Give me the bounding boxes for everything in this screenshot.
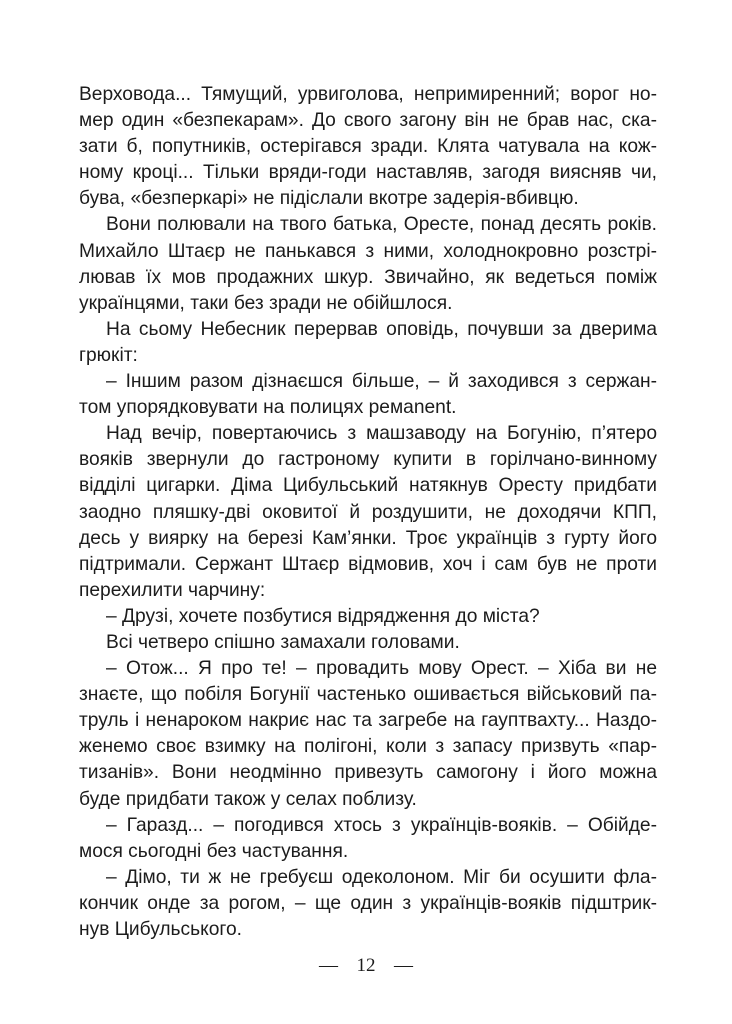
text-line: знаєте, що побіля Богунії частенько ошивається військовий па- (79, 684, 657, 706)
text-line: відділі цигарки. Діма Цибульський натякнув Оресту придбати (79, 475, 657, 497)
text-line: бува, «безперкарі» не підіслали вкотре задерія-вбивцю. (79, 188, 579, 210)
paragraph (79, 604, 657, 630)
paragraph (79, 865, 657, 943)
page-number: 12 (356, 955, 376, 976)
paragraph (79, 82, 657, 212)
text-line: заодно пляшку-дві оковитої й роздушити, не доходячи КПП, (79, 501, 657, 523)
text-line: Над вечір, повертаючись з машзаводу на Богунію, п’ятеро (106, 423, 657, 445)
text-line: підтримали. Сержант Штаєр відмовив, хоч і сам був не проти (79, 553, 657, 575)
text-line: труль і ненароком накриє нас та загребе на гауптвахту... Наздо- (79, 710, 657, 732)
text-line: – Гаразд... – погодився хтось з українців-вояків. – Обійде- (106, 814, 657, 836)
text-line: кончик онде за рогом, – ще один з українців-вояків підштрик- (79, 892, 657, 914)
text-line: – Друзі, хочете позбутися відрядження до міста? (106, 605, 540, 627)
text-line: зати б, попутників, остерігався зради. Клята чатувала на кож- (79, 136, 657, 158)
paragraph (79, 656, 657, 813)
paragraph (79, 369, 657, 421)
text-line: українцями, таки без зради не обійшлося. (79, 292, 453, 314)
text-line: Верховода... Тямущий, урвиголова, непримиренний; ворог но- (79, 84, 657, 105)
text-line: – Отож... Я про те! – провадить мову Орест. – Хіба ви не (106, 658, 657, 680)
paragraph (79, 212, 657, 316)
text-line: десь у виярку на березі Кам’янки. Троє українців з гурту його (79, 527, 657, 549)
paragraph (79, 317, 657, 369)
text-line: грюкіт: (79, 344, 138, 366)
text-line: мося сьогодні без частування. (79, 840, 349, 862)
paragraph (79, 813, 657, 865)
text-line: Всі четверо спішно замахали головами. (106, 631, 460, 653)
paragraph (79, 421, 657, 604)
text-line: женемо своє взимку на полігоні, коли з запасу призвуть «пар- (79, 736, 657, 758)
text-line: том упорядковувати на полицях ремanent. (79, 397, 457, 419)
text-line: перехилити чарчину: (79, 579, 266, 601)
text-line: – Іншим разом дізнаєшся більше, – й заходився з сержан- (106, 371, 657, 393)
paragraph (79, 630, 657, 656)
text-line: вояків звернули до гастроному купити в горілчано-винному (79, 449, 657, 471)
page-body (79, 82, 657, 943)
text-line: ному кроці... Тільки вряди-годи наставляв, загодя виясняв чи, (79, 162, 657, 184)
page-footer (0, 955, 732, 977)
text-line: На сьому Небесник перервав оповідь, почувши за дверима (106, 318, 657, 340)
text-line: тизанів». Вони неодмінно привезуть самогону і його можна (79, 762, 657, 784)
text-line: лював їх мов продажних шкур. Звичайно, як ведеться поміж (79, 266, 657, 288)
text-line: Михайло Штаєр не панькався з ними, холоднокровно розстрі- (79, 240, 657, 262)
text-line: – Дімо, ти ж не гребуєш одеколоном. Міг би осушити фла- (106, 866, 657, 888)
text-line: мер один «безпекарам». До свого загону він не брав нас, ска- (79, 110, 657, 132)
text-line: Вони полювали на твого батька, Оресте, понад десять років. (106, 214, 657, 236)
footer-dash-right: — (394, 955, 413, 976)
text-line: буде придбати також у селах поблизу. (79, 788, 417, 810)
text-line: нув Цибульського. (79, 919, 243, 940)
footer-dash-left: — (319, 955, 338, 976)
